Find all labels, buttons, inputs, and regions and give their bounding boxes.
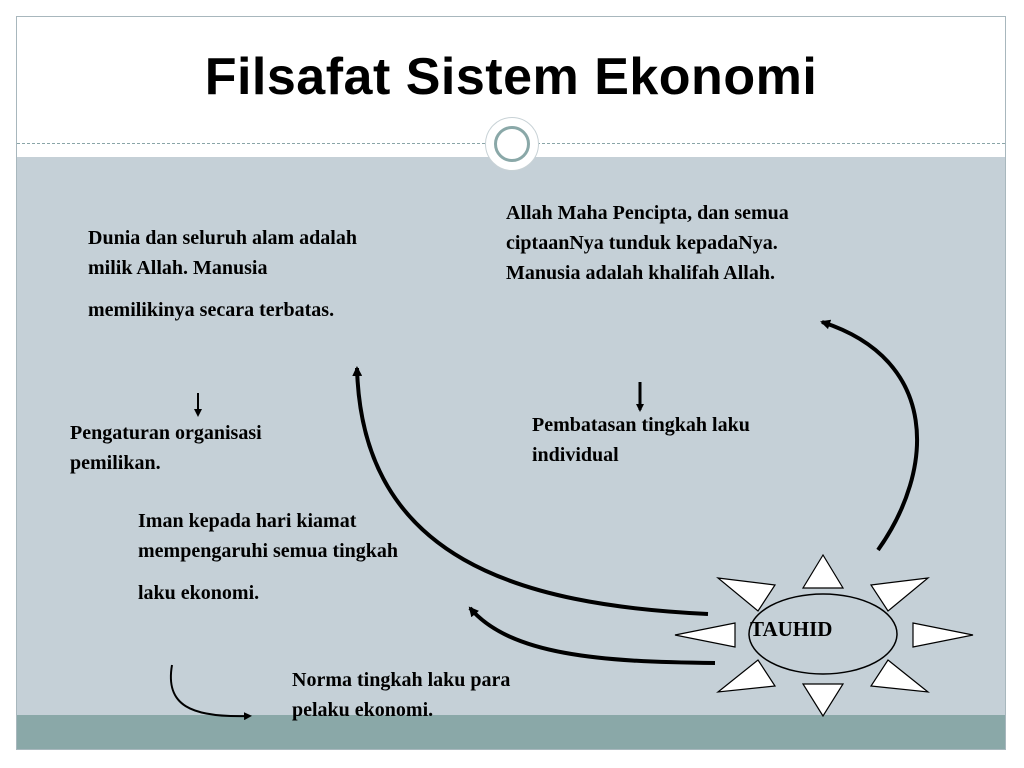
allah-line-2: ciptaanNya tunduk kepadaNya. xyxy=(506,232,778,254)
ray-bottom-right xyxy=(871,660,928,692)
arrow-to-allah-block xyxy=(822,322,917,550)
pengaturan-line-2: pemilikan. xyxy=(70,452,161,474)
ray-bottom-left xyxy=(718,660,775,692)
ray-right xyxy=(913,623,973,647)
text-block-norma xyxy=(292,665,510,725)
allah-line-1: Allah Maha Pencipta, dan semua xyxy=(506,202,789,224)
ray-left xyxy=(675,623,735,647)
dunia-line-1: Dunia dan seluruh alam adalah xyxy=(88,227,357,249)
norma-line-1: Norma tingkah laku para xyxy=(292,669,511,691)
tauhid-label: TAUHID xyxy=(750,617,833,641)
arrow-to-dunia-block xyxy=(357,368,708,614)
slide-title: Filsafat Sistem Ekonomi xyxy=(204,48,818,106)
iman-line-3: laku ekonomi. xyxy=(138,582,260,604)
ray-top xyxy=(803,555,843,588)
text-block-pengaturan xyxy=(70,418,262,478)
text-block-pembatasan xyxy=(532,410,750,470)
iman-line-1: Iman kepada hari kiamat xyxy=(138,510,357,532)
iman-line-2: mempengaruhi semua tingkah xyxy=(138,540,399,562)
text-block-dunia xyxy=(88,223,357,325)
hook-arrow xyxy=(171,665,250,716)
pembatasan-line-2: individual xyxy=(532,444,619,466)
text-block-iman xyxy=(138,506,398,608)
dunia-line-3: memilikinya secara terbatas. xyxy=(88,299,335,321)
norma-line-2: pelaku ekonomi. xyxy=(292,699,434,721)
ray-bottom xyxy=(803,684,843,716)
dunia-line-2: milik Allah. Manusia xyxy=(88,257,268,279)
text-block-allah xyxy=(506,198,789,288)
ray-top-right xyxy=(871,578,928,611)
pengaturan-line-1: Pengaturan organisasi xyxy=(70,422,262,444)
allah-line-3: Manusia adalah khalifah Allah. xyxy=(506,262,775,284)
pembatasan-line-1: Pembatasan tingkah laku xyxy=(532,414,750,436)
ray-top-left xyxy=(718,578,775,611)
